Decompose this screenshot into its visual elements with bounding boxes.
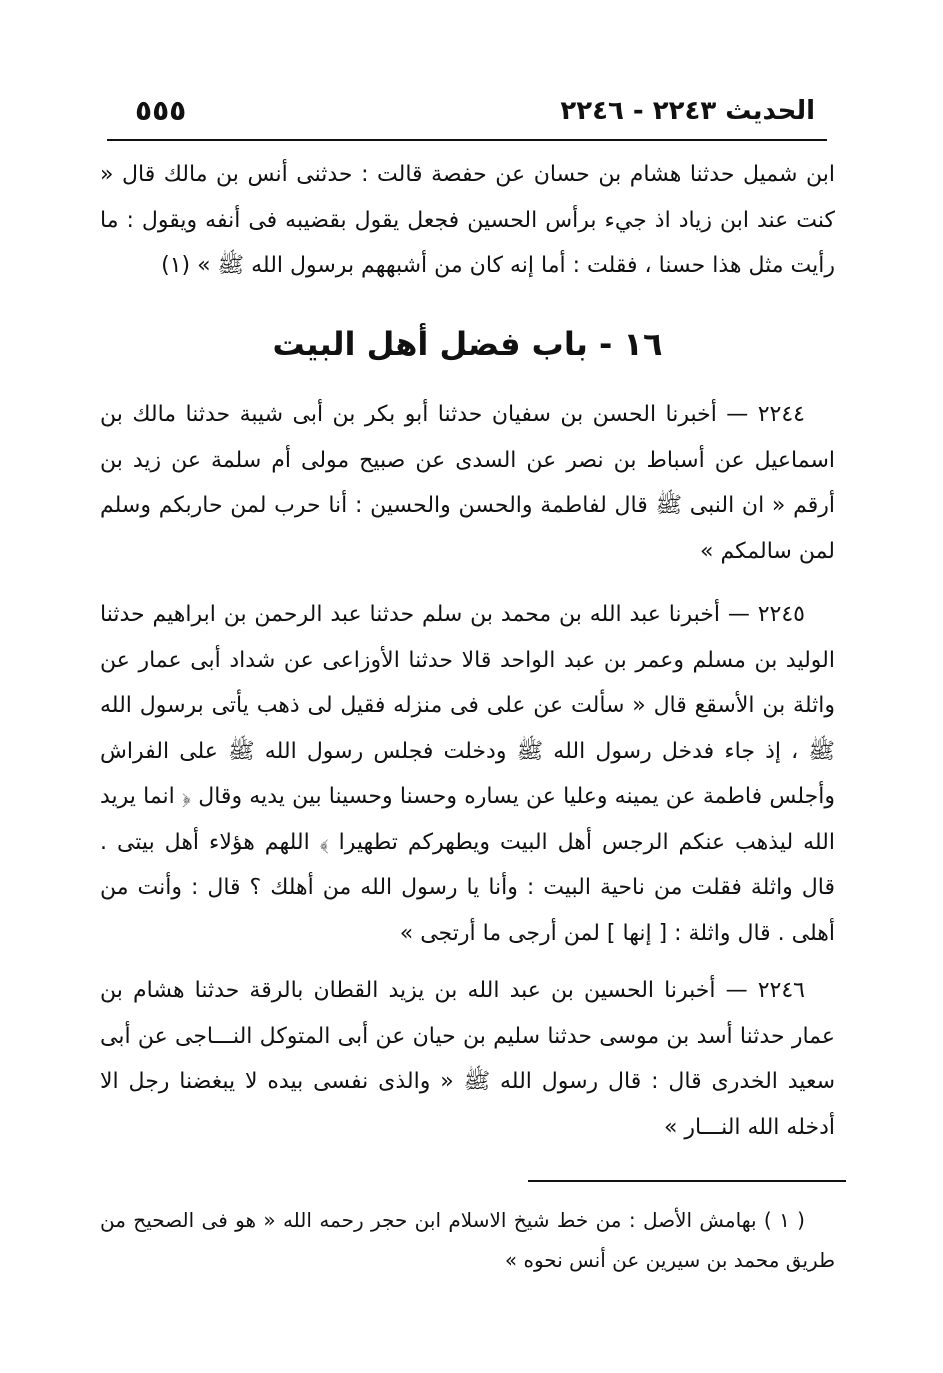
hadith-2245: ٢٢٤٥ — أخبرنا عبد الله بن محمد بن سلم حدثنا عبد الرحمن بن ابراهيم حدثنا الوليد بن مسلم وعمر بن عبد الواحد قالا حدثنا الأوزاعى عن شداد أبى عمار عن واثلة بن الأسقع قال « سألت عن على فى منزله فقيل لى ذهب يأتى برسول الله ﷺ ، إذ جاء فدخل رسول الله ﷺ ودخلت فجلس رسول الله ﷺ على الفراش وأجلس فاطمة عن يمينه وعليا عن يساره وحسنا وحسينا بين يديه وقال ﴿ انما يريد الله ليذهب عنكم الرجس أهل البيت ويطهركم تطهيرا ﴾ اللهم هؤلاء أهل بيتى . قال واثلة فقلت من ناحية البيت : وأنا يا رسول الله من أهلك ؟ قال : وأنت من أهلى . قال واثلة : [ إنها ] لمن أرجى ما أرتجى » (100, 602, 835, 946)
page-number: ٥٥٥ (135, 94, 187, 127)
hadith-2244: ٢٢٤٤ — أخبرنا الحسن بن سفيان حدثنا أبو بكر بن أبى شيبة حدثنا مالك بن اسماعيل عن أسباط بن نصر عن السدى عن صبيح مولى أم سلمة عن زيد بن أرقم « ان النبى ﷺ قال لفاطمة والحسن والحسين : أنا حرب لمن حاربكم وسلم لمن سالمكم » (100, 402, 835, 564)
chapter-heading: ١٦ - باب فضل أهل البيت (272, 325, 663, 363)
running-header (125, 92, 815, 136)
footnote-divider (528, 1180, 846, 1182)
paragraph-intro: ابن شميل حدثنا هشام بن حسان عن حفصة قالت : حدثنى أنس بن مالك قال « كنت عند ابن زياد اذ جيء برأس الحسين فجعل يقول بقضيبه فى أنفه ويقول : ما رأيت مثل هذا حسنا ، فقلت : أما إنه كان من أشبههم برسول الله ﷺ » (١) (100, 162, 835, 278)
header-divider (107, 139, 827, 141)
running-header-title: الحديث ٢٢٤٣ - ٢٢٤٦ (560, 96, 815, 126)
hadith-2246: ٢٢٤٦ — أخبرنا الحسين بن عبد الله بن يزيد القطان بالرقة حدثنا هشام بن عمار حدثنا أسد بن موسى حدثنا سليم بن حيان عن أبى المتوكل النـــاجى عن أبى سعيد الخدرى قال : قال رسول الله ﷺ « والذى نفسى بيده لا يبغضنا رجل الا أدخله الله النـــار » (100, 978, 835, 1140)
footnote: ( ١ ) بهامش الأصل : من خط شيخ الاسلام ابن حجر رحمه الله « هو فى الصحيح من طريق محمد بن سيرين عن أنس نحوه » (100, 1208, 835, 1272)
